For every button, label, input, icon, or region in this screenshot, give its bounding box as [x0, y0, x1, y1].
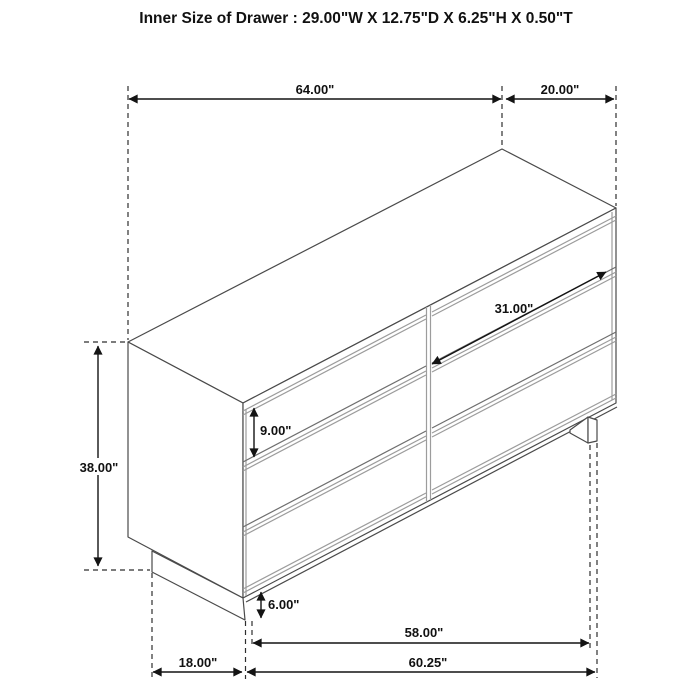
- label-overall-height: 38.00": [79, 460, 119, 475]
- label-top-depth: 20.00": [540, 82, 580, 97]
- cabinet-body: [128, 149, 617, 620]
- label-bottom-inner-width: 58.00": [404, 625, 444, 640]
- label-base-clearance-height: 6.00": [268, 597, 300, 612]
- right-front-leg-side: [588, 417, 597, 443]
- label-drawer-opening-width: 31.00": [494, 301, 534, 316]
- label-bottom-outer-width: 60.25": [408, 655, 448, 670]
- label-top-width: 64.00": [295, 82, 335, 97]
- figure-title: Inner Size of Drawer : 29.00"W X 12.75"D X 6.25"H X 0.50"T: [139, 10, 573, 27]
- label-drawer-front-height: 9.00": [260, 423, 292, 438]
- label-bottom-depth: 18.00": [178, 655, 218, 670]
